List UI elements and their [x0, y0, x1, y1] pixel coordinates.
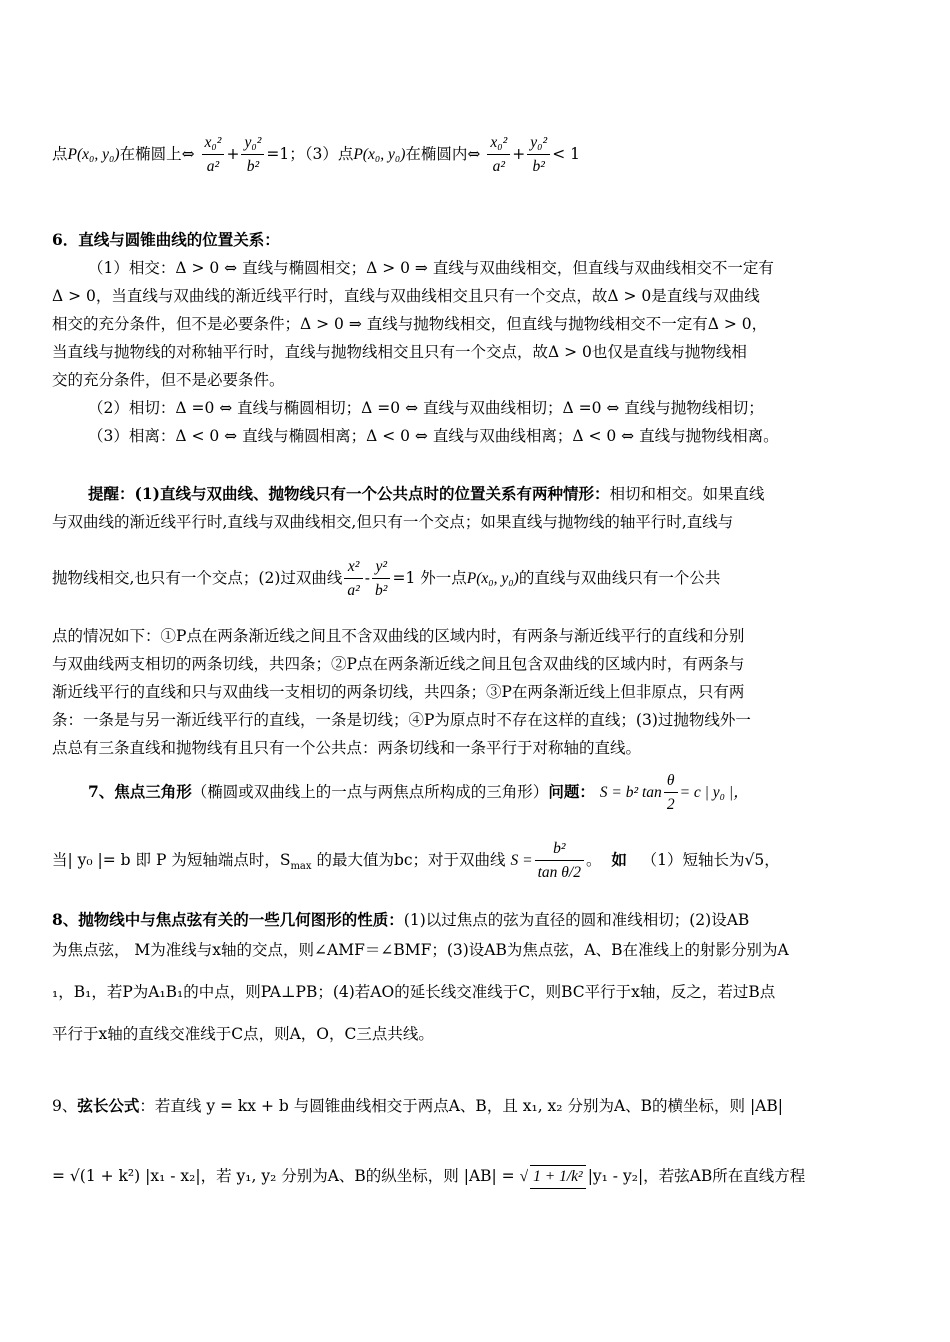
section-6-line: （2）相切：Δ =0 ⇔ 直线与椭圆相切；Δ =0 ⇔ 直线与双曲线相切；Δ =0 ⇔ 直线与抛物线相切； — [88, 399, 764, 417]
text: 相切和相交。如果直线 — [609, 485, 765, 503]
text: < 1 — [552, 145, 580, 163]
text: 点 — [52, 145, 68, 163]
text: 9、 — [52, 1097, 78, 1115]
reminder-line: 与双曲线两支相切的两条切线，共四条；②P点在两条渐近线之间且包含双曲线的区域内时，有两条与 — [52, 655, 745, 673]
fraction-x0-a: $\frac{\text{x₀²}}{\text{a²}}$ — [202, 132, 225, 179]
text: 。 — [585, 851, 602, 869]
text: =1；（3）点 — [266, 145, 354, 163]
text: 如 — [611, 850, 627, 869]
section-8-line: ₁，B₁，若P为A₁B₁的中点，则PA⊥PB；(4)若AO的延长线交准线于C，则BC平行于x轴，反之，若过B点 — [52, 983, 776, 1001]
text: 7、焦点三角形 — [88, 782, 192, 801]
section-6-line: 交的充分条件，但不是必要条件。 — [52, 371, 285, 389]
text: 抛物线相交,也只有一个交点；(2)过双曲线 — [52, 569, 343, 587]
reminder-line: 条：一条是与另一渐近线平行的直线，一条是切线；④P为原点时不存在这样的直线；(3)过抛物线外一 — [52, 711, 751, 729]
text: 在椭圆内⇔ — [405, 145, 481, 163]
math-point: P(x₀, y₀) — [67, 146, 120, 163]
section-6-line: 当直线与抛物线的对称轴平行时，直线与抛物线相交且只有一个交点，故Δ > 0也仅是直线与抛物线相 — [52, 343, 747, 361]
text: （椭圆或双曲线上的一点与两焦点所构成的三角形） — [191, 783, 549, 801]
text: 当| y₀ |= b 即 P 为短轴端点时，S — [52, 851, 291, 869]
text: 提醒：(1)直线与双曲线、抛物线只有一个公共点时的位置关系有两种情形： — [88, 484, 610, 503]
reminder-line — [88, 484, 898, 504]
subscript: max — [290, 861, 312, 873]
reminder-line: 点的情况如下：①P点在两条渐近线之间且不含双曲线的区域内时，有两条与渐近线平行的直线和分别 — [52, 627, 745, 645]
text: = √(1 + k²) |x₁ - x₂|，若 y₁, y₂ 分别为A、B的纵坐标，则 |AB| = — [52, 1167, 515, 1185]
section-6-line: （1）相交：Δ > 0 ⇔ 直线与椭圆相交；Δ > 0 ⇒ 直线与双曲线相交，但直线与双曲线相交不一定有 — [88, 259, 774, 277]
reminder-line: 抛物线相交,也只有一个交点；(2)过双曲线 $\frac{\text{x²}}{\text{a²}}$ - $\frac{\text{y²}}{\text{b²}}$ =1 外一点P(x₀, y₀)的直线与双曲线只有一个公共 — [52, 554, 898, 603]
text: 弦长公式 — [77, 1096, 140, 1115]
section-9-line — [52, 1096, 898, 1116]
section-8-line: 为焦点弦， M为准线与x轴的交点，则∠AMF＝∠BMF；(3)设AB为焦点弦，A、B在准线上的射影分别为A — [52, 941, 789, 959]
text: |y₁ - y₂|，若弦AB所在直线方程 — [587, 1167, 806, 1185]
section-8-line — [52, 910, 898, 930]
fraction-y0-b: $\frac{\text{y₀²}}{\text{b²}}$ — [241, 132, 264, 179]
fraction-x-a: $\frac{\text{x²}}{\text{a²}}$ — [344, 556, 362, 603]
sqrt-symbol: √ — [519, 1168, 529, 1185]
section-7-line — [52, 832, 898, 895]
text: (1)以过焦点的弦为直径的圆和准线相切；(2)设AB — [403, 911, 750, 929]
text: 在椭圆上⇔ — [119, 145, 195, 163]
math: S = — [510, 852, 533, 869]
fraction-x0-a: $\frac{\text{x₀²}}{\text{a²}}$ — [487, 132, 510, 179]
section-7-line — [88, 768, 898, 817]
math-point: P(x₀, y₀) — [466, 570, 519, 587]
text: 的直线与双曲线只有一个公共 — [518, 569, 721, 587]
section-6-line: 相交的充分条件，但不是必要条件；Δ > 0 ⇒ 直线与抛物线相交，但直线与抛物线相交不一定有Δ > 0， — [52, 315, 768, 333]
fraction-b-tan: $\frac{\text{b²}}{\text{tan θ/2}}$ — [535, 838, 584, 885]
section-6-title: 6．直线与圆锥曲线的位置关系： — [52, 230, 280, 249]
fraction-theta: $\frac{\theta}{2}$ — [664, 770, 678, 817]
section-6-line: （3）相离：Δ < 0 ⇔ 直线与椭圆相离；Δ < 0 ⇔ 直线与双曲线相离；Δ < 0 ⇔ 直线与抛物线相离。 — [88, 427, 779, 445]
text: =1 外一点 — [392, 569, 467, 587]
math: = c | y₀ |， — [679, 784, 749, 801]
section-8-line: 平行于x轴的直线交准线于C点，则A，O，C三点共线。 — [52, 1025, 434, 1043]
text: （1）短轴长为√5， — [641, 851, 780, 869]
reminder-line: 渐近线平行的直线和只与双曲线一支相切的两条切线，共四条；③P在两条渐近线上但非原点，只有两 — [52, 683, 745, 701]
ellipse-position-line: 点P(x₀, y₀)在椭圆上⇔ $\frac{\text{x₀²}}{\text{a²}}$ + $\frac{\text{y₀²}}{\text{b²}}$ =1；（3）点P(x₀, y₀)在椭圆内⇔ $\frac{\text{x₀²}}{\text{a²}}$ + $\frac{\text{y₀²}}{\text{b²}}$ < 1 — [52, 130, 898, 179]
fraction-one-k: 1 + 1/k² — [530, 1165, 586, 1189]
reminder-line: 点总有三条直线和抛物线有且只有一个公共点：两条切线和一条平行于对称轴的直线。 — [52, 739, 642, 757]
fraction-y-b: $\frac{\text{y²}}{\text{b²}}$ — [372, 556, 390, 603]
text: 问题： — [548, 782, 595, 801]
math: S = b² tan — [599, 784, 662, 801]
fraction-y0-b: $\frac{\text{y₀²}}{\text{b²}}$ — [527, 132, 550, 179]
reminder-line: 与双曲线的渐近线平行时,直线与双曲线相交,但只有一个交点；如果直线与抛物线的轴平行时,直线与 — [52, 513, 734, 531]
section-9-line — [52, 1150, 898, 1203]
text: ：若直线 y = kx + b 与圆锥曲线相交于两点A、B，且 x₁, x₂ 分别为A、B的横坐标，则 |AB| — [139, 1097, 783, 1115]
section-6-line: Δ > 0，当直线与双曲线的渐近线平行时，直线与双曲线相交且只有一个交点，故Δ > 0是直线与双曲线 — [52, 287, 760, 305]
math-point: P(x₀, y₀) — [353, 146, 406, 163]
text: 的最大值为bc；对于双曲线 — [311, 851, 506, 869]
text: 8、抛物线中与焦点弦有关的一些几何图形的性质： — [52, 910, 404, 929]
